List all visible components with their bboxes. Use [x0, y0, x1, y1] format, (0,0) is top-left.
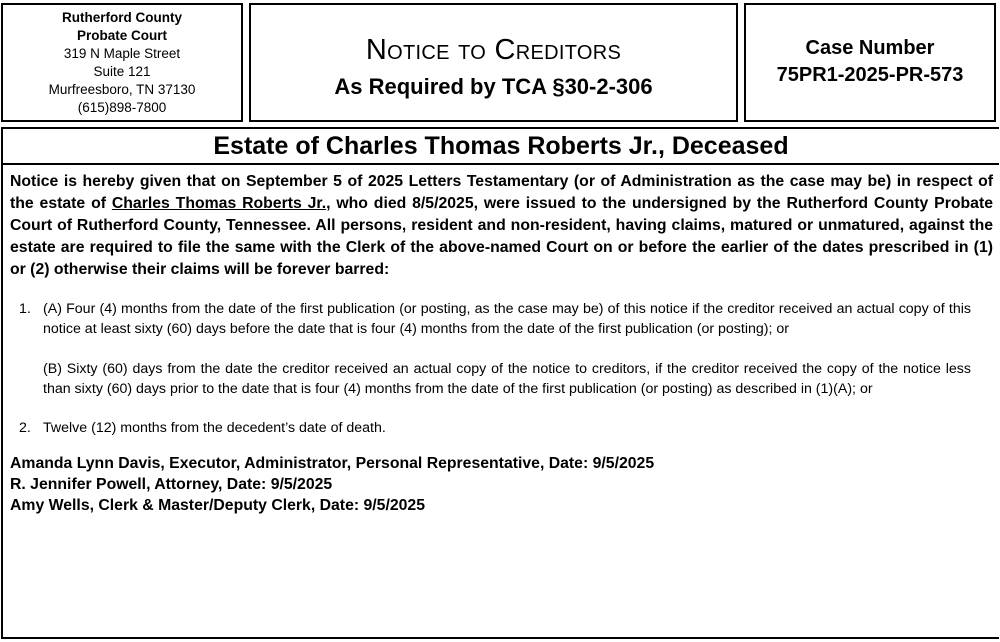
notice-title-box [249, 3, 738, 122]
court-phone: (615)898-7800 [77, 100, 167, 115]
list-item-number: 1. [19, 301, 31, 317]
notice-title: Notice to Creditors [365, 34, 622, 66]
case-number-box [744, 3, 996, 122]
intro-text-end: , who died 8/5/2025, were issued to the undersigned by the Rutherford County Probate Court of Rutherford County, Tennessee. All persons, resident and non-resident, having claims, matured or unmatured, against the estate are required to file the same with the Clerk of the above-named Court on or before the earlier of the dates prescribed in (1) or (2) otherwise their claims will be forever barred: [10, 195, 994, 278]
notice-body [1, 127, 999, 639]
deadline-death-date: Twelve (12) months from the decedent’s date of death. [43, 420, 386, 436]
deadline-option-b: (B) Sixty (60) days from the date the creditor received an actual copy of the notice to creditors, if the creditor received the copy of the notice less than sixty (60) days prior to the date that is four (4) months from the date of the first publication (or posting) as described in (1)(A); or [43, 361, 971, 397]
notice-subtitle: As Required by TCA §30-2-306 [334, 74, 653, 99]
intro-text-start: Notice is hereby given that on September 5 of 2025 Letters Testamentary (or of Administration as the case may be) in respect of the estate of [10, 173, 993, 212]
claim-deadlines-list [19, 299, 971, 438]
signature-block [10, 453, 993, 516]
deadline-option-a: (A) Four (4) months from the date of the first publication (or posting, as the case may be) of this notice if the creditor received an actual copy of this notice at least sixty (60) days before the date that is four (4) months from the date of the first publication (or posting); or [43, 301, 971, 337]
list-item-number: 2. [19, 420, 31, 436]
clerk-signer: Amy Wells, Clerk & Master/Deputy Clerk, Date: 9/5/2025 [10, 497, 425, 514]
court-name-line1: Rutherford County [62, 10, 182, 25]
list-item [19, 299, 971, 399]
attorney-signer: R. Jennifer Powell, Attorney, Date: 9/5/2025 [10, 476, 333, 493]
court-name-line2: Probate Court [76, 28, 167, 43]
court-street: 319 N Maple Street [63, 46, 181, 61]
estate-heading: Estate of Charles Thomas Roberts Jr., Deceased [3, 129, 999, 165]
case-number-label: Case Number [805, 37, 935, 59]
case-number: 75PR1-2025-PR-573 [776, 64, 964, 86]
court-city: Murfreesboro, TN 37130 [48, 82, 196, 97]
court-suite: Suite 121 [93, 64, 151, 79]
decedent-name: Charles Thomas Roberts Jr. [111, 195, 327, 212]
list-item [19, 418, 971, 438]
executor-signer: Amanda Lynn Davis, Executor, Administrator, Personal Representative, Date: 9/5/2025 [10, 455, 655, 472]
intro-paragraph [10, 171, 993, 281]
court-info-box [1, 3, 243, 122]
